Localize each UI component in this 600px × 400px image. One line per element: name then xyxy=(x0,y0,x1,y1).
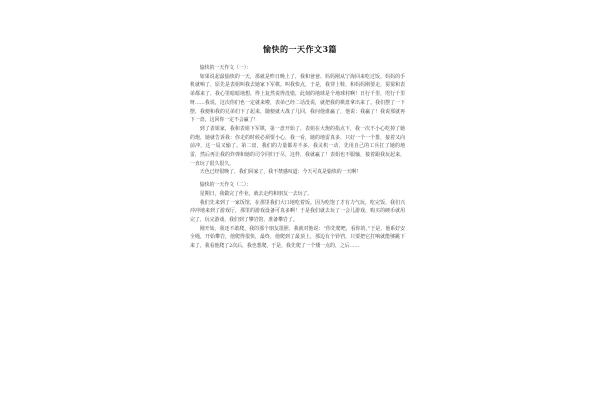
body-paragraph: 到了表姐家，我和表姐下军棋，第一盘开始了，表姐在大炮的指点下，我一次不小心吃掉了她的炮，她就告诉我：你走的时候必须要小心，我一看，她的地雷真多，只好一个一个排，接着又向前冲，这一局又输了。第二盘，我们的力量都差不多，我灵机一动，先用自己的工兵扛了她的地雷，然后再让我的炸弹和她的司令同归于尽，这样，我就赢了！表姐也不服输，接着跟我玩起来，一直玩了很久很久。 xyxy=(190,125,405,167)
document-title: 愉快的一天作文3篇 xyxy=(262,44,338,54)
body-paragraph: 天色已经很晚了，我们回家了，我不禁感叹道：今天可真是愉快的一天啊！ xyxy=(199,169,362,176)
document-body xyxy=(190,64,405,251)
section-heading: 愉快的一天作文（一）： xyxy=(199,65,252,71)
section-heading: 愉快的一天作文（二）： xyxy=(199,182,252,189)
body-paragraph: 刚开始，我还不敢爬，我的那个朋友很胆，我就对他说：“你先爬吧，看你的。”于是，他系好安全绳，开始攀岩，他爬得很快，最终，他爬到了最顶上，那边有个铃铛，只要把它打响就能够跳下来了，我看他爬了2次后，我也想爬，于是，我先爬了一个矮一点的，之后…… xyxy=(190,225,405,250)
body-paragraph: 星期日，我做完了作业，就去走约和朋友一去玩了。 xyxy=(199,190,313,197)
body-paragraph: 如果说起最愉快的一天，那就是昨日晚上了，我和爸爸、妈妈刚从宁海回来吃过饭，妈妈的手机就响了，原先是表姐叫我去她家下军棋。叫我快点，于是，我穿上鞋，和妈妈刚要走，舅舅和表弟都来了，我心里暗暗地想，得上复然说得没错，此刻的地球是个地球村啊！日行千里，咫行千里呀……我说，这次你们也一定就来啦，表弟已经二话没说，就把我的棋盘拿出来了。我们摆了一下摆，我便和我的兄弟们下了起来，随便就大战了几回，我问他谁赢了，他说：我赢了！我说那就再下一盘，这回你一定不会赢了！ xyxy=(190,73,405,124)
body-paragraph: 我们先来到了一家饭馆，在那里我们大口地吃着饭。因为吃饱了才有力气玩，吃完饭，我们兴冲冲地来到了游戏厅，那里的游戏设备可真多啊！于是我们就去玩了一会儿游戏，购买的硬币就用完了，玩完游戏，我们到了攀岩馆，准备攀岩了。 xyxy=(190,199,405,223)
